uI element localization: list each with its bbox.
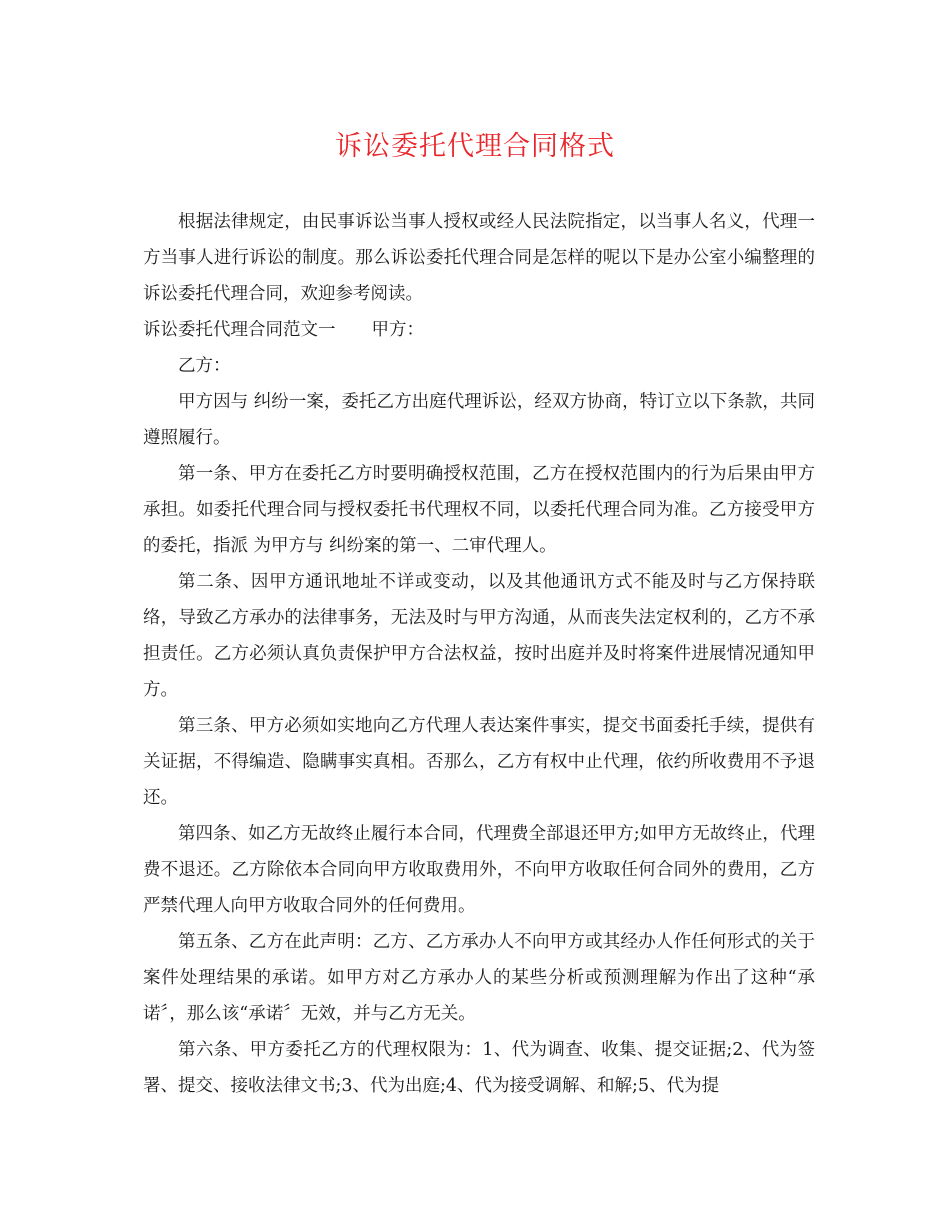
document-body xyxy=(143,204,815,1104)
party-b-label: 乙方： xyxy=(178,356,231,376)
clause-4: 第四条、如乙方无故终止履行本合同，代理费全部退还甲方;如甲方无故终止，代理费不退还。乙方除依本合同向甲方收取费用外，不向甲方收取任何合同外的费用，乙方严禁代理人向甲方收取合同外的任何费用。 xyxy=(143,824,815,916)
sample-heading: 诉讼委托代理合同范文一 xyxy=(143,320,336,340)
intro-paragraph: 根据法律规定，由民事诉讼当事人授权或经人民法院指定，以当事人名义，代理一方当事人进行诉讼的制度。那么诉讼委托代理合同是怎样的呢以下是办公室小编整理的诉讼委托代理合同，欢迎参考阅读。 xyxy=(143,212,815,304)
clause-2: 第二条、因甲方通讯地址不详或变动，以及其他通讯方式不能及时与乙方保持联络，导致乙方承办的法律事务，无法及时与甲方沟通，从而丧失法定权利的，乙方不承担责任。乙方必须认真负责保护甲方合法权益，按时出庭并及时将案件进展情况通知甲方。 xyxy=(143,572,815,700)
clause-1: 第一条、甲方在委托乙方时要明确授权范围，乙方在授权范围内的行为后果由甲方承担。如委托代理合同与授权委托书代理权不同，以委托代理合同为准。乙方接受甲方的委托，指派 为甲方与 纠纷案的第一、二审代理人。 xyxy=(143,464,815,556)
document-title: 诉讼委托代理合同格式 xyxy=(335,131,615,162)
sample-heading-line xyxy=(143,312,815,348)
paragraph-preamble: 甲方因与 纠纷一案，委托乙方出庭代理诉讼，经双方协商，特订立以下条款，共同遵照履行。 xyxy=(143,392,815,448)
party-a-label: 甲方： xyxy=(371,320,424,340)
clause-3: 第三条、甲方必须如实地向乙方代理人表达案件事实，提交书面委托手续，提供有关证据，不得编造、隐瞒事实真相。否那么，乙方有权中止代理，依约所收费用不予退还。 xyxy=(143,716,815,808)
clause-6: 第六条、甲方委托乙方的代理权限为：1、代为调查、收集、提交证据;2、代为签署、提交、接收法律文书;3、代为出庭;4、代为接受调解、和解;5、代为提 xyxy=(143,1040,815,1096)
clause-5: 第五条、乙方在此声明：乙方、乙方承办人不向甲方或其经办人作任何形式的关于案件处理结果的承诺。如甲方对乙方承办人的某些分析或预测理解为作出了这种“承诺〞，那么该“承诺〞无效，并与乙方无关。 xyxy=(143,932,815,1024)
